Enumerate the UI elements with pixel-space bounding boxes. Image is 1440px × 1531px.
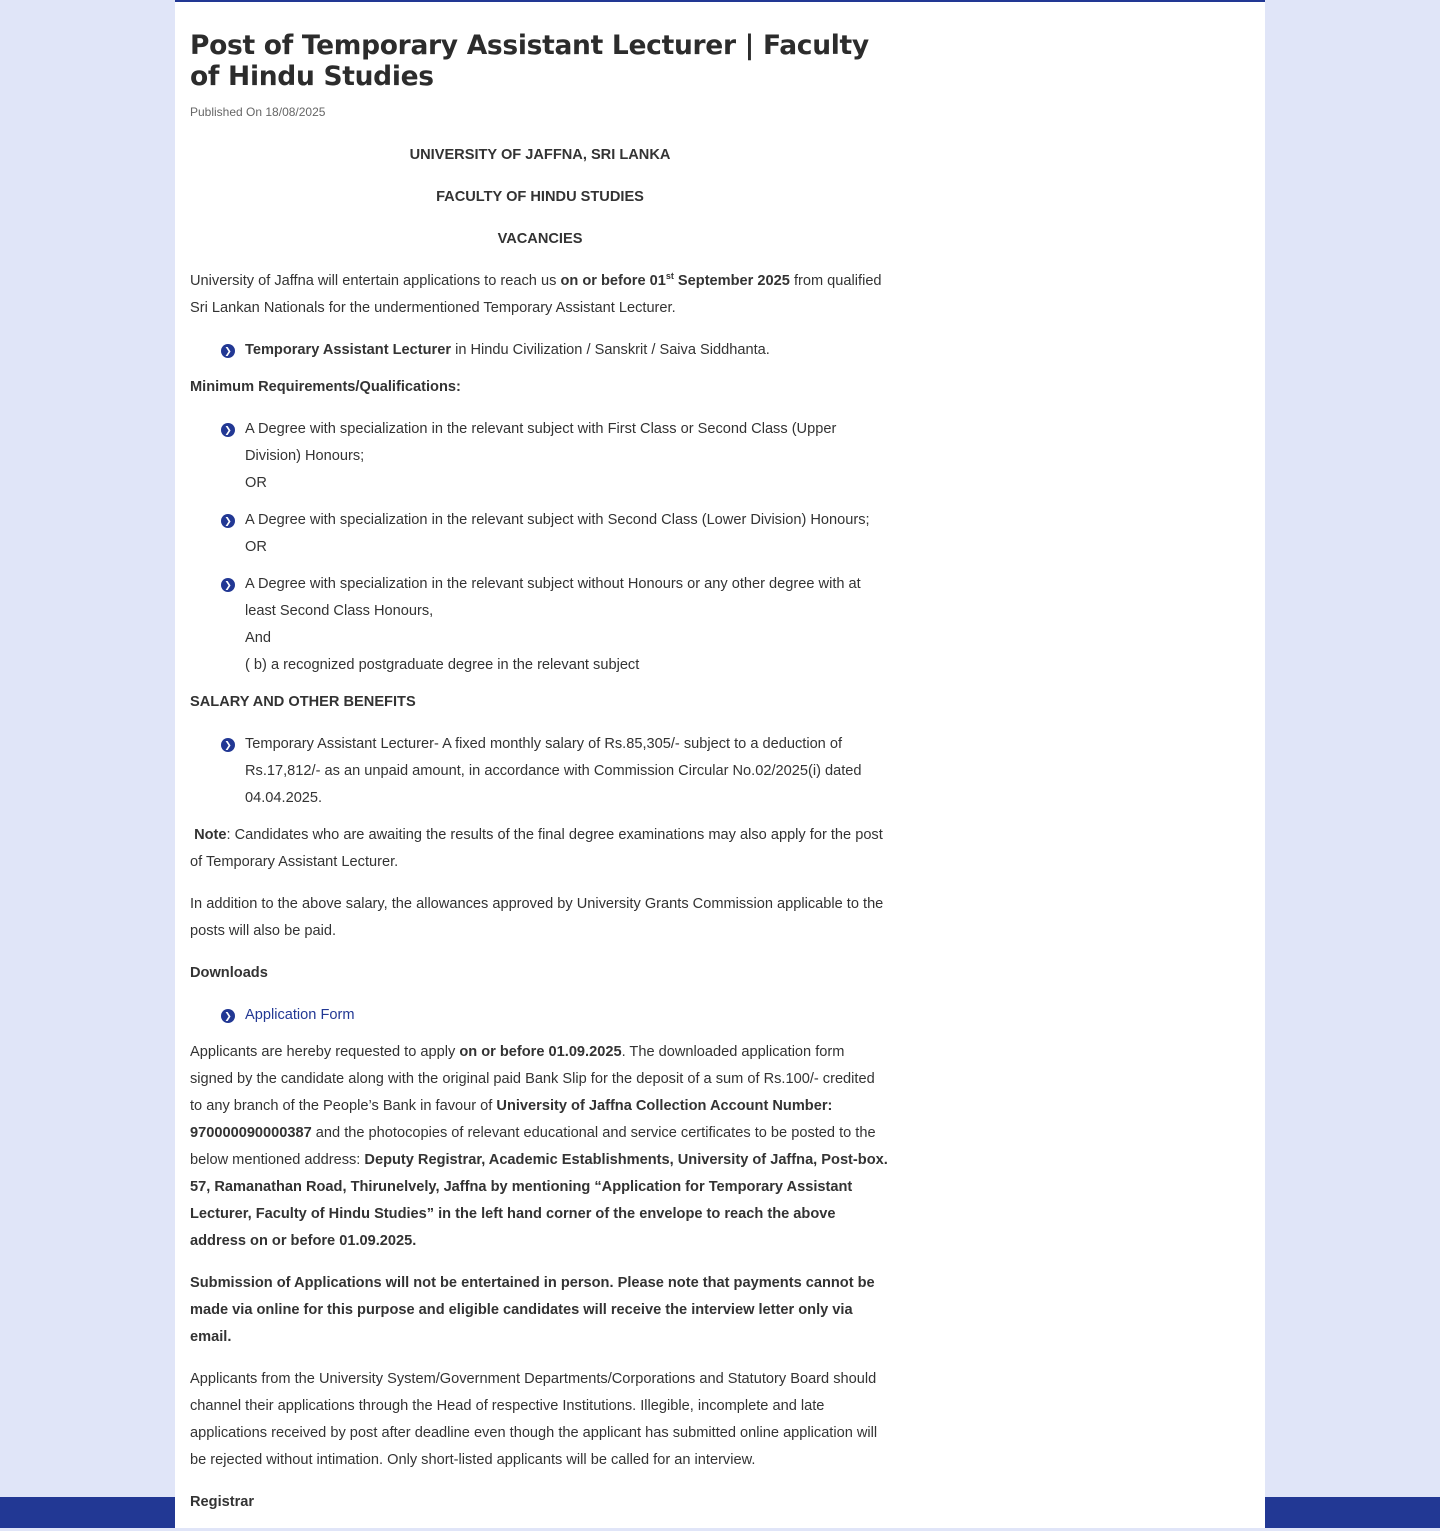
list-item <box>224 731 890 812</box>
requirement-3b: ( b) a recognized postgraduate degree in the relevant subject <box>245 657 640 673</box>
application-form-link[interactable]: Application Form <box>245 1007 355 1023</box>
chevron-right-circle-icon: ❯ <box>221 578 235 592</box>
apply-text-3: and the photocopies of relevant educational and service certificates to be posted to the below mentioned address: <box>190 1125 876 1168</box>
salary-list <box>190 731 890 812</box>
apply-deadline: on or before 01.09.2025 <box>459 1044 622 1060</box>
list-item <box>224 507 890 561</box>
article-body <box>190 142 890 1516</box>
downloads-heading: Downloads <box>190 965 268 981</box>
intro-text-1: University of Jaffna will entertain applications to reach us <box>190 273 561 289</box>
allowances-paragraph: In addition to the above salary, the allowances approved by University Grants Commission applicable to the posts will also be paid. <box>190 896 884 939</box>
intro-paragraph <box>190 268 890 322</box>
page-title: Post of Temporary Assistant Lecturer | Faculty of Hindu Studies <box>190 30 869 92</box>
salary-detail: Temporary Assistant Lecturer- A fixed monthly salary of Rs.85,305/- subject to a deduction of Rs.17,812/- as an unpaid amount, in accordance with Commission Circular No.02/2025(i) dated 04.04.2025. <box>245 736 862 806</box>
faculty-heading: FACULTY OF HINDU STUDIES <box>436 189 644 205</box>
intro-deadline <box>560 273 789 289</box>
note-label: Note <box>194 827 227 843</box>
requirement-3-separator: And <box>245 630 271 646</box>
submission-notice: Submission of Applications will not be entertained in person. Please note that payments cannot be made via online for this purpose and eligible candidates will receive the interview letter only via email. <box>190 1275 875 1345</box>
account-number: University of Jaffna Collection Account Number: 970000090000387 <box>190 1098 833 1141</box>
requirement-3: A Degree with specialization in the relevant subject without Honours or any other degree with at least Second Class Honours, <box>245 576 861 619</box>
note-paragraph <box>190 822 890 876</box>
chevron-right-circle-icon: ❯ <box>221 1009 235 1023</box>
channel-paragraph: Applicants from the University System/Government Departments/Corporations and Statutory Board should channel their applications through the Head of respective Institutions. Illegible, incomplete and late applications received by post after deadline even though the applicant has submitted online application will be rejected without intimation. Only short-listed applicants will be called for an interview. <box>190 1371 878 1468</box>
chevron-right-circle-icon: ❯ <box>221 423 235 437</box>
postal-address: Deputy Registrar, Academic Establishments, University of Jaffna, Post-box. 57, Ramanathan Road, Thirunelvely, Jaffna by mentioning “Application for Temporary Assistant Lecturer, Faculty of Hindu Studies” in the left hand corner of the envelope to reach the above address on or before 01.09.2025. <box>190 1152 888 1249</box>
note-text: : Candidates who are awaiting the results of the final degree examinations may also apply for the post of Temporary Assistant Lecturer. <box>190 827 883 870</box>
requirements-list <box>190 416 890 679</box>
intro-text-2: from qualified Sri Lankan Nationals for the undermentioned Temporary Assistant Lecturer. <box>190 273 882 316</box>
list-item <box>224 337 890 364</box>
apply-text-2: . The downloaded application form signed by the candidate along with the original paid Bank Slip for the deposit of a sum of Rs.100/- credited to any branch of the People’s Bank in favour of <box>190 1044 875 1114</box>
chevron-right-circle-icon: ❯ <box>221 514 235 528</box>
requirements-heading: Minimum Requirements/Qualifications: <box>190 379 461 395</box>
list-item <box>224 416 890 497</box>
article-page <box>175 0 1265 1528</box>
chevron-right-circle-icon: ❯ <box>221 344 235 358</box>
apply-text-1: Applicants are hereby requested to apply <box>190 1044 460 1060</box>
apply-paragraph <box>190 1039 890 1255</box>
article-content <box>190 30 890 1531</box>
post-name: Temporary Assistant Lecturer <box>245 342 452 358</box>
post-list <box>190 337 890 364</box>
post-subjects: in Hindu Civilization / Sanskrit / Saiva Siddhanta. <box>451 342 770 358</box>
chevron-right-circle-icon: ❯ <box>221 738 235 752</box>
requirement-2-separator: OR <box>245 539 267 555</box>
requirement-2: A Degree with specialization in the relevant subject with Second Class (Lower Division) Honours; <box>245 512 870 528</box>
downloads-list <box>190 1002 890 1029</box>
vacancies-heading: VACANCIES <box>497 231 583 247</box>
published-date: Published On 18/08/2025 <box>190 105 326 119</box>
salary-heading: SALARY AND OTHER BENEFITS <box>190 694 416 710</box>
intro-deadline-day: on or before 01 <box>560 273 666 289</box>
list-item <box>224 571 890 679</box>
requirement-1-separator: OR <box>245 475 267 491</box>
university-heading: UNIVERSITY OF JAFFNA, SRI LANKA <box>409 147 671 163</box>
signature: Registrar <box>190 1494 255 1510</box>
list-item <box>224 1002 890 1029</box>
requirement-1: A Degree with specialization in the relevant subject with First Class or Second Class (Upper Division) Honours; <box>245 421 837 464</box>
intro-deadline-suffix: st <box>665 271 674 282</box>
intro-deadline-month: September 2025 <box>673 273 790 289</box>
